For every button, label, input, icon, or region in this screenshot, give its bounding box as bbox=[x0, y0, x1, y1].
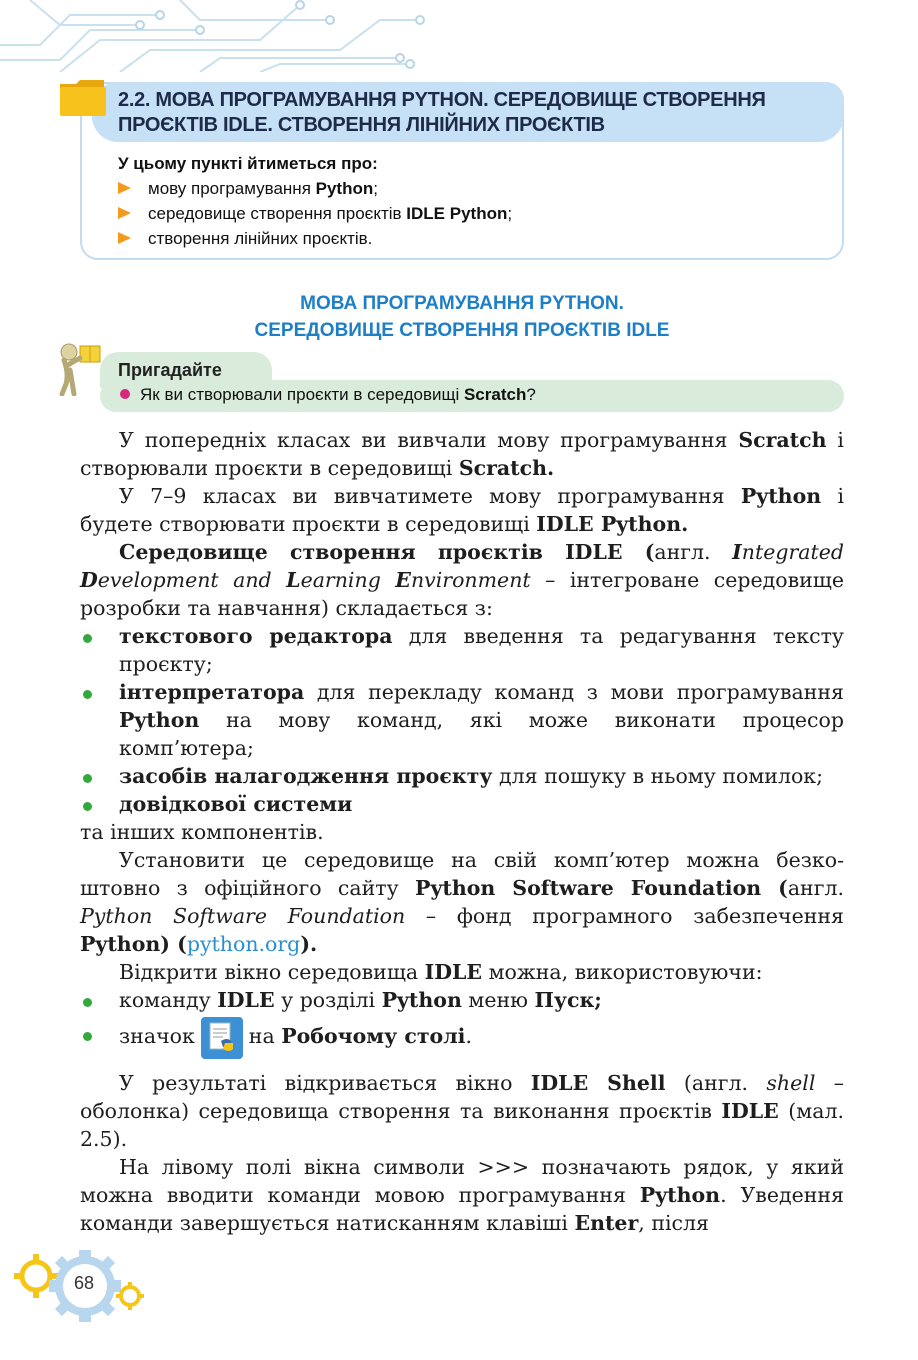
section-title: 2.2. МОВА ПРОГРАМУВАННЯ PYTHON. СЕРЕДОВИЩЕ СТВОРЕННЯ ПРОЄКТІВ IDLE. СТВОРЕННЯ ЛІНІЙНИХ ПРОЄКТІВ bbox=[118, 89, 766, 136]
triangle-bullet-icon bbox=[118, 182, 131, 194]
list-item: інтерпретатора для перекладу команд з мови програмування Python на мову команд, які може виконати процесор комп’ютера; bbox=[80, 678, 844, 762]
paragraph: Установити це середовище на свій комп’ютер можна безкоштовно з офіційного сайту Python Software Foundation (англ. Python Software Foundation – фонд програмного забезпечення Python) (python.org). bbox=[80, 848, 844, 956]
page-number: 68 bbox=[73, 1273, 95, 1293]
list-item: довідкової системи bbox=[80, 790, 844, 818]
circuit-decoration bbox=[0, 0, 430, 72]
remember-question: Як ви створювали проєкти в середовищі Scratch? bbox=[120, 385, 536, 405]
green-bullet-icon bbox=[83, 1032, 92, 1041]
paragraph: та інших компонентів. bbox=[80, 820, 324, 844]
intro-item: створення лінійних проєктів. bbox=[118, 226, 512, 251]
triangle-bullet-icon bbox=[118, 207, 131, 219]
subheading bbox=[80, 290, 844, 344]
list-item: засобів налагодження проєкту для пошуку в ньому помилок; bbox=[80, 762, 844, 790]
section-intro bbox=[118, 152, 512, 251]
green-bullet-icon bbox=[83, 802, 92, 811]
intro-list bbox=[118, 176, 512, 251]
python-org-link[interactable]: python.org bbox=[186, 932, 301, 956]
intro-lead: У цьому пункті йтиметься про: bbox=[118, 154, 378, 173]
paragraph: У попередніх класах ви вивчали мову програмування Scratch і створювали проєкти в середовищі Scratch. bbox=[80, 428, 844, 480]
body-text bbox=[80, 426, 844, 1237]
idle-python-icon bbox=[201, 1017, 243, 1059]
folder-icon bbox=[58, 78, 108, 118]
paragraph: Середовище створення проєктів IDLE (англ. Integrated Development and Learning Environment – інтегроване середовище розробки та навчання) складається з: bbox=[80, 540, 844, 620]
green-bullet-icon bbox=[83, 690, 92, 699]
list-item: значок на Робочому столі. bbox=[80, 1014, 844, 1059]
paragraph: У результаті відкривається вікно IDLE Shell (англ. shell – оболонка) середовища створення та виконання проєктів IDLE (мал. 2.5). bbox=[80, 1070, 844, 1151]
remember-title: Пригадайте bbox=[118, 360, 222, 380]
list-item: команду IDLE у розділі Python меню Пуск; bbox=[80, 986, 844, 1014]
paragraph: На лівому полі вікна символи >>> позначають рядок, у який можна вводити команди мовою програмування Python. Уведення команди завершується натисканням клавіші Enter, після bbox=[80, 1154, 844, 1235]
subheading-line: МОВА ПРОГРАМУВАННЯ PYTHON. bbox=[300, 293, 624, 314]
green-bullet-icon bbox=[83, 998, 92, 1007]
thinking-figure-icon bbox=[54, 340, 104, 396]
green-bullet-icon bbox=[83, 634, 92, 643]
green-bullet-icon bbox=[83, 774, 92, 783]
subheading-line: СЕРЕДОВИЩЕ СТВОРЕННЯ ПРОЄКТІВ IDLE bbox=[254, 320, 670, 341]
list-item: текстового редактора для введення та редагування тексту проєкту; bbox=[80, 622, 844, 678]
intro-item: мову програмування Python; bbox=[118, 176, 512, 201]
paragraph: У 7–9 класах ви вивчатимете мову програмування Python і будете створювати проєкти в середовищі IDLE Python. bbox=[80, 484, 844, 536]
triangle-bullet-icon bbox=[118, 232, 131, 244]
paragraph: Відкрити вікно середовища IDLE можна, використовуючи: bbox=[119, 960, 763, 984]
pink-bullet-icon bbox=[120, 389, 130, 399]
intro-item: середовище створення проєктів IDLE Python; bbox=[118, 201, 512, 226]
